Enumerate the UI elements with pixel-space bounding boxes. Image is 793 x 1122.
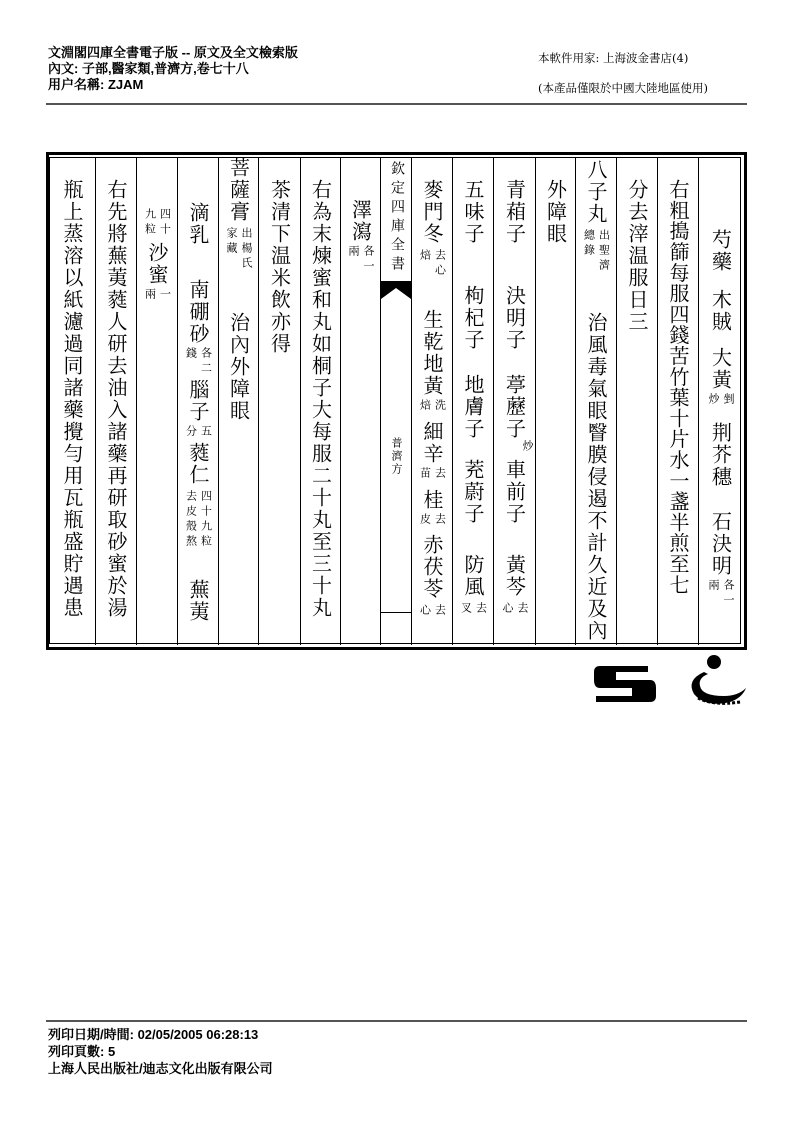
text-segment: 分去滓温服日三 [625, 179, 649, 333]
print-pages: 5 [107, 1044, 116, 1059]
text-segment: 青葙子 [502, 179, 527, 245]
text-segment: 澤瀉 [348, 199, 373, 243]
fold-rule [381, 612, 411, 613]
text-segment: 黃芩 [502, 554, 527, 598]
annotation [419, 399, 446, 414]
annotation-right: 出楊氏 [240, 227, 253, 272]
annotation-right: 各一 [362, 245, 375, 275]
text-segment: 右先將蕪荑蕤人研去油入諸藥再研取砂蜜於湯 [104, 179, 128, 619]
annotation [460, 602, 487, 617]
annotation-right: 去 [433, 467, 447, 482]
text-segment: 茶清下温米飲亦得 [267, 179, 292, 355]
annotation-right: 一 [158, 288, 172, 303]
text-segment: 蕪荑 [186, 579, 210, 623]
annotation-right: 去 [474, 602, 488, 617]
annotation-right: 去 [433, 604, 447, 619]
licensee: 本軟件用家: 上海波金書店(4) [538, 51, 689, 65]
text-column [535, 157, 575, 645]
text-segment: 茺蔚子 [461, 459, 485, 525]
text-segment: 五味子 [461, 179, 485, 245]
text-segment: 腦子 [186, 379, 210, 423]
annotation-right: 去 [433, 513, 447, 528]
annotation-left: 苗 [418, 467, 432, 482]
username: ZJAM [107, 77, 144, 92]
text-segment: 沙蜜 [145, 242, 169, 286]
print-datetime-label: 列印日期/時間: [48, 1027, 134, 1042]
text-segment: 蕤仁 [186, 442, 210, 486]
text-segment: 木賊 [708, 289, 733, 333]
annotation-right: 各二 [199, 347, 213, 377]
text-column [136, 157, 177, 645]
text-segment: 右為末煉蜜和丸如桐子大每服二十丸至三十丸 [308, 179, 333, 619]
annotation [144, 288, 171, 303]
text-column [258, 157, 300, 645]
annotation [518, 440, 533, 455]
text-segment: 地膚子 [461, 374, 485, 440]
text-segment: 石決明 [708, 511, 733, 577]
annotation-left: 叉 [459, 602, 473, 617]
username-row [48, 77, 143, 92]
publisher: 上海人民出版社/迪志文化出版有限公司 [48, 1061, 273, 1076]
annotation-left: 錢 [184, 347, 198, 362]
annotation [144, 208, 171, 238]
annotation [583, 229, 610, 274]
text-segment: 決明子 [502, 285, 527, 351]
text-column [49, 157, 95, 645]
publisher-logo-icon [592, 660, 658, 706]
annotation [185, 425, 212, 440]
annotation [419, 467, 446, 482]
annotation-right: 四十九粒 [199, 490, 213, 550]
text-column [616, 157, 657, 645]
text-segment: 細辛 [420, 421, 444, 465]
print-datetime: 02/05/2005 06:28:13 [137, 1027, 259, 1042]
section-title: 普濟方 [390, 437, 403, 476]
annotation [225, 227, 252, 272]
annotation-right: 去 [516, 602, 529, 617]
text-column [340, 157, 380, 645]
text-column [698, 157, 742, 645]
text-segment: 桂 [420, 489, 444, 511]
dizhi-logo-icon [684, 652, 750, 710]
text-segment: 大黃 [708, 347, 733, 391]
text-segment: 麥門冬 [420, 179, 444, 245]
annotation [347, 245, 374, 275]
usage-restriction: (本產品僅限於中國大陸地區使用) [538, 81, 708, 95]
annotation-left: 兩 [707, 579, 720, 594]
print-pages-label: 列印頁數: [48, 1044, 105, 1059]
text-segment: 治內外障眼 [226, 312, 251, 422]
annotation-right: 各一 [722, 579, 735, 609]
center-fold [380, 157, 411, 645]
text-column [452, 157, 493, 645]
text-column [177, 157, 218, 645]
annotation [419, 513, 446, 528]
text-segment: 滴乳 [186, 202, 210, 246]
annotation-left: 皮 [418, 513, 432, 528]
annotation [707, 393, 734, 408]
annotation [419, 604, 446, 619]
annotation-left: 焙 [418, 399, 432, 414]
text-segment: 外障眼 [543, 179, 568, 245]
annotation-left: 九粒 [143, 208, 157, 238]
header-divider [46, 103, 747, 105]
text-column [493, 157, 535, 645]
text-column [300, 157, 340, 645]
username-label: 用户名稱: [48, 77, 105, 92]
annotation-right: 去心 [433, 249, 447, 279]
annotation-right: 四十 [158, 208, 172, 238]
annotation [501, 602, 528, 617]
text-segment: 生乾地黃 [420, 309, 444, 397]
annotation-left: 炒 [707, 393, 720, 408]
text-column [95, 157, 136, 645]
text-segment: 荆芥穗 [708, 422, 733, 488]
text-column [218, 157, 258, 645]
text-segment: 八子丸 [584, 159, 608, 225]
annotation [185, 347, 212, 377]
text-segment: 菩薩膏 [226, 157, 251, 223]
text-column [657, 157, 698, 645]
annotation-right: 出聖濟 [597, 229, 611, 274]
text-segment: 瓶上蒸溶以紙濾過同諸藥攪勻用瓦瓶盛貯遇患 [60, 179, 84, 619]
annotation [185, 490, 212, 550]
annotation-right: 洗 [433, 399, 447, 414]
fishtail-mark-icon [381, 281, 411, 303]
annotation [419, 249, 446, 279]
text-segment: 芍藥 [708, 229, 733, 273]
annotation [707, 579, 734, 609]
annotation-left: 家藏 [225, 227, 238, 257]
text-column [575, 157, 616, 645]
text-segment: 車前子 [502, 459, 527, 525]
book-title: 欽定四庫全書 [389, 161, 405, 275]
annotation-left: 總錄 [582, 229, 596, 259]
text-segment: 南硼砂 [186, 279, 210, 345]
annotation-left: 去皮殼熬 [184, 490, 198, 550]
annotation-left: 心 [501, 602, 514, 617]
document-title: 文淵閣四庫全書電子版 -- 原文及全文檢索版 [48, 45, 298, 60]
text-column [411, 157, 452, 645]
text-segment: 防風 [461, 554, 485, 598]
annotation-left: 兩 [143, 288, 157, 303]
text-segment: 治風毒氣眼瞖膜侵遏不計久近及內 [584, 312, 608, 642]
annotation-left: 心 [418, 604, 432, 619]
content-path: 內文: 子部,醫家類,普濟方,卷七十八 [48, 61, 249, 76]
text-segment: 枸杞子 [461, 285, 485, 351]
annotation-right: 五 [199, 425, 213, 440]
text-segment: 右粗搗篩每服四錢苦竹葉十片水一盞半煎至七 [666, 179, 690, 595]
annotation-right: 炒 [521, 440, 534, 455]
annotation-left: 兩 [347, 245, 360, 260]
annotation-right: 剉 [722, 393, 735, 408]
footer-divider [46, 1020, 747, 1022]
annotation-left: 分 [184, 425, 198, 440]
text-segment: 赤茯苓 [420, 534, 444, 600]
text-segment: 葶藶子 [502, 374, 527, 440]
annotation-left: 焙 [418, 249, 432, 264]
